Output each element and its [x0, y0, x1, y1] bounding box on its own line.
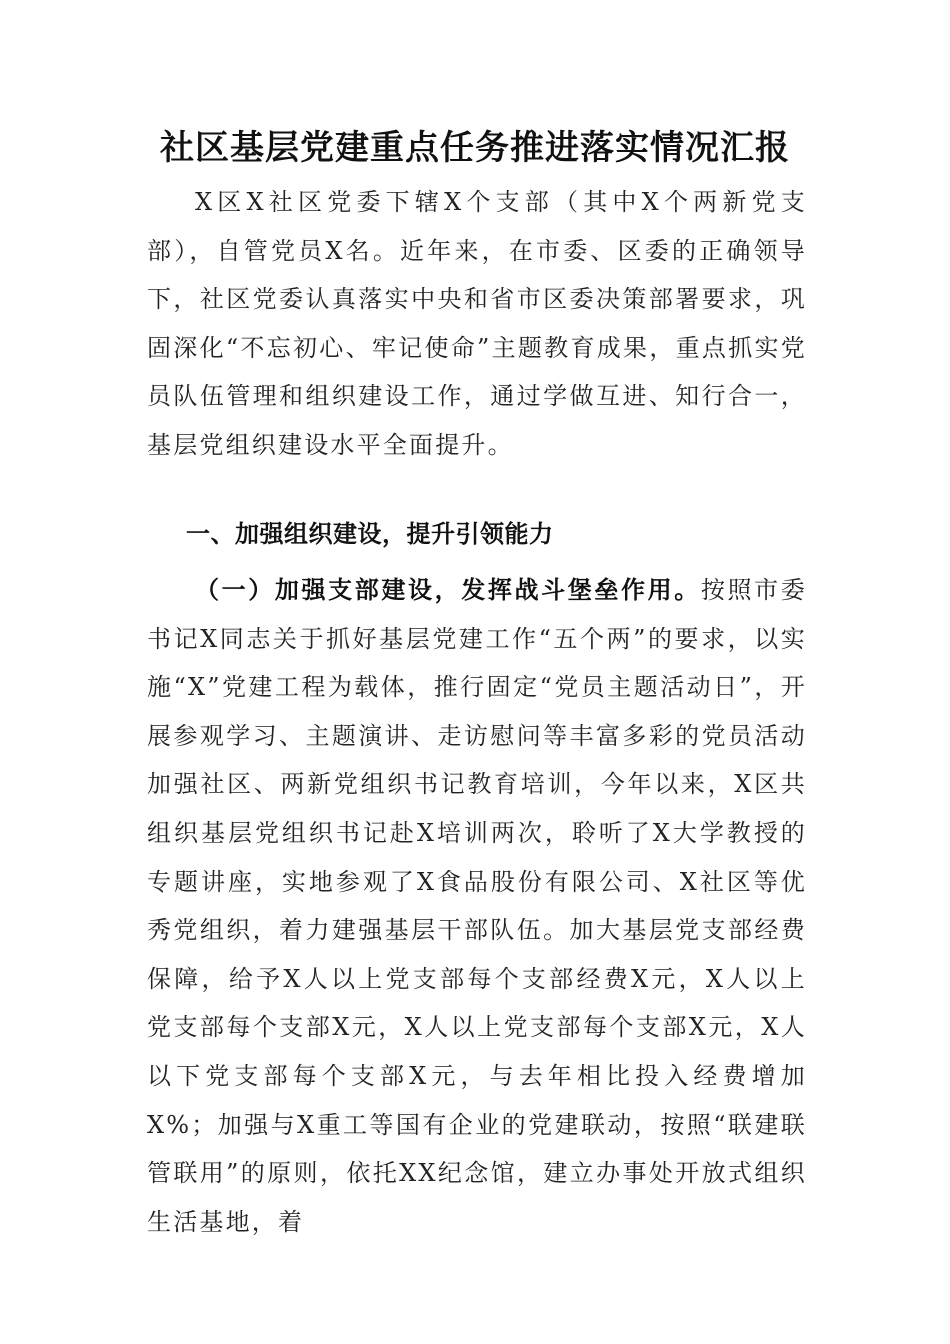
subsection-lead: （一）加强支部建设，发挥战斗堡垒作用。 — [195, 575, 701, 604]
document-title: 社区基层党建重点任务推进落实情况汇报 — [160, 128, 790, 168]
subsection-paragraph — [147, 566, 807, 1246]
subsection-text: 按照市委书记X同志关于抓好基层党建工作“五个两”的要求，以实施“X”党建工程为载体，推行固定“党员主题活动日”，开展参观学习、主题演讲、走访慰问等丰富多彩的党员活动加强社区、两新党组织书记教育培训，今年以来，X区共组织基层党组织书记赴X培训两次，聆听了X大学教授的专题讲座，实地参观了X食品股份有限公司、X社区等优秀党组织，着力建强基层干部队伍。加大基层党支部经费保障，给予X人以上党支部每个支部经费X元，X人以上党支部每个支部X元，X人以上党支部每个支部X元，X人以下党支部每个支部X元，与去年相比投入经费增加X%；加强与X重工等国有企业的党建联动，按照“联建联管联用”的原则，依托XX纪念馆，建立办事处开放式组织生活基地，着 — [147, 576, 807, 1236]
intro-paragraph: X区X社区党委下辖X个支部（其中X个两新党支部），自管党员X名。近年来，在市委、区委的正确领导下，社区党委认真落实中央和省市区委决策部署要求，巩固深化“不忘初心、牢记使命”主题教育成果，重点抓实党员队伍管理和组织建设工作，通过学做互进、知行合一，基层党组织建设水平全面提升。 — [147, 188, 807, 459]
section-heading: 一、加强组织建设，提升引领能力 — [186, 520, 554, 548]
